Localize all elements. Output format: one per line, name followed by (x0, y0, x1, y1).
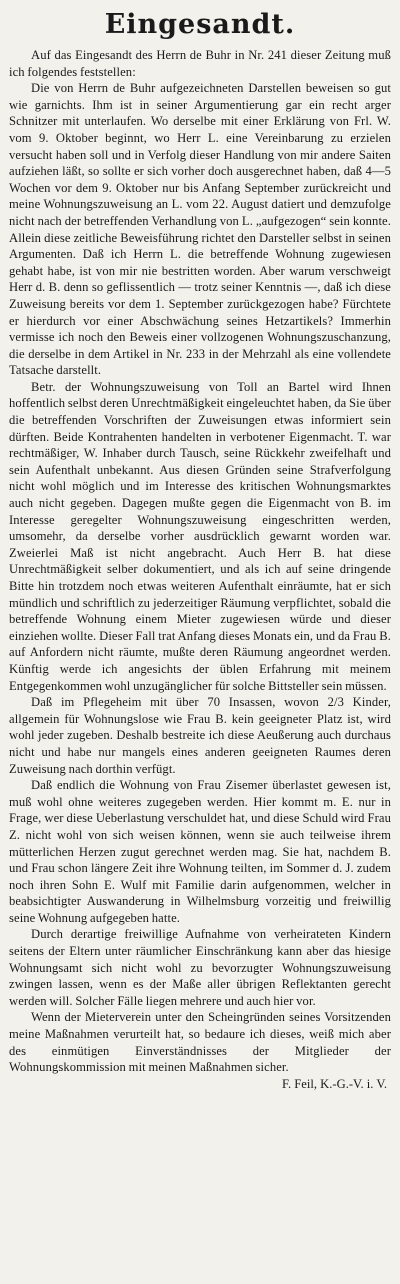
article-paragraph-final: Wenn der Mieterverein unter den Scheingründen seines Vorsitzenden meine Maßnahmen verurteilt hat, so bedaure ich dieses, weiß mich aber des einmütigen Einverständnisses der Mitglieder der Wohnungskommission mit meinen Maßnahmen sicher. (9, 1010, 391, 1075)
article-paragraph: Daß im Pflegeheim mit über 70 Insassen, wovon 2/3 Kinder, allgemein für Wohnungslose wie Frau B. kein geeigneter Platz ist, wird wohl jeder zugeben. Deshalb bestreite ich diese Aeußerung auch durchaus nicht und habe nur mangels eines anderen geeigneten Raumes deren Zuweisung nach dorthin verfügt. (9, 695, 391, 776)
article-paragraph: Die von Herrn de Buhr aufgezeichneten Darstellen beweisen so gut wie garnichts. Ihm ist in seiner Argumentierung gar ein recht arger Schnitzer mit unterlaufen. Wo derselbe mit einer Erklärung von Frl. W. vom 9. Oktober beginnt, wo Herr L. eine Vereinbarung zu erzielen versucht haben soll und in Verfolg dieser Handlung von mir andere Saiten aufziehen läßt, so sollte er sich vorher doch ausgerechnet haben, daß 4—5 Wochen vor dem 9. Oktober nur bis Anfang September zurückreicht und meine Wohnungszuweisung an L. vom 22. August datiert und demzufolge nicht nach der betreffenden Verhandlung von L. „aufgezogen“ sein konnte. Allein diese zeitliche Beweisführung richtet den Darsteller selbst in seinen Argumenten. Daß ich Herrn L. die betreffende Wohnung zugewiesen gehabt habe, ist von mir nie bestritten worden. Aber warum verschweigt Herr d. B. denn so geflissentlich — trotz seiner Kenntnis —, daß ich diese Zuweisung bereits vor dem 1. September zurückgezogen habe? Fürchtete er hierdurch vor einer Abschwächung seines Hetzartikels? Immerhin vermisse ich noch den Beweis einer vollzogenen Wohnungszuschanzung, die derselbe in dem Artikel in Nr. 233 in der Mehrzahl als eine vollendete Tatsache darstellt. (9, 81, 391, 378)
article-paragraph: Auf das Eingesandt des Herrn de Buhr in Nr. 241 dieser Zeitung muß ich folgendes feststellen: (9, 48, 391, 79)
article-paragraph: Daß endlich die Wohnung von Frau Zisemer überlastet gewesen ist, muß wohl ohne weiteres zugegeben werden. Hier kommt m. E. nur in Frage, wer diese Ueberlastung verschuldet hat, und diese Schuld wird Frau Z. nicht wohl von sich weisen können, wenn sie auch teilweise ihrem mütterlichen Herzen zugut gerechnet werden mag. Sie hat, nachdem B. und Frau schon längere Zeit ihre Wohnung teilten, im Sommer d. J. zudem noch ihren Sohn E. Wulf mit Familie darin aufgenommen, welcher in beabsichtigter Auswanderung in Wilhelmsburg vorzeitig und freiwillig seine Wohnung aufgegeben hatte. (9, 778, 391, 925)
article-paragraph: Durch derartige freiwillige Aufnahme von verheirateten Kindern seitens der Eltern unter räumlicher Einschränkung kann aber das hiesige Wohnungsamt sich nicht wohl zu bevorzugter Wohnungszuweisung zwingen lassen, wenn es der Maße aller übrigen Reflektanten gerecht werden will. Solcher Fälle liegen mehrere und auch hier vor. (9, 927, 391, 1008)
article-paragraph: Betr. der Wohnungszuweisung von Toll an Bartel wird Ihnen hoffentlich selbst deren Unrechtmäßigkeit eingeleuchtet haben, da Sie über die betreffenden Vorschriften der Zuweisungen etwas informiert sein dürften. Beide Kontrahenten handelten in verbotener Eigenmacht. T. war rechtmäßiger, W. Inhaber durch Tausch, seine Rückkehr zweifelhaft und sein Aufenthalt unbekannt. Aus diesen Gründen seine Strafverfolgung nicht wohl möglich und im Interesse des kritischen Wohnungsmarktes auch nicht gegeben. Dagegen mußte gegen die Eigenmacht von B. im Interesse geregelter Wohnungszuweisung eingeschritten werden, umsomehr, da derselbe vorher ausdrücklich gewarnt worden war. Zweierlei Maß ist nicht angebracht. Auch Herr B. hat diese Unrechtmäßigkeit selber dokumentiert, und als ich auf seine dringende Bitte hin trotzdem noch etwas weiteren Aufenthalt einräumte, hat er sich mündlich und schriftlich zu jederzeitiger Räumung verpflichtet, sobald die betreffende Wohnung einem Mieter zugewiesen würde und dieser einziehen wollte. Dieser Fall trat Anfang dieses Monats ein, und da Frau B. auf Anfordern nicht räumte, mußte deren Räumung angeordnet werden. Künftig werde ich angesichts der üblen Erfahrung mit meinem Entgegenkommen wohl unzugänglicher für solche Bittsteller sein müssen. (9, 379, 391, 693)
signature: F. Feil, K.-G.-V. i. V. (281, 1076, 387, 1091)
article-title: Eingesandt. (104, 9, 296, 40)
